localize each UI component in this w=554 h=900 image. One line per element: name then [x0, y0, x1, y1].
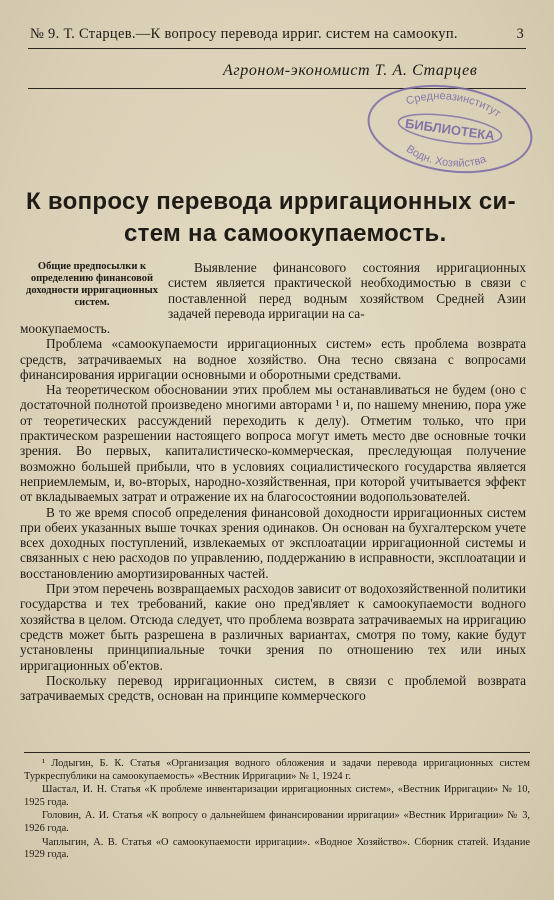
footnote: Шастал, И. Н. Статья «К проблеме инвентаризации ирригационных систем», «Вестник Ирригации» № 10, 1925 года. — [24, 784, 530, 808]
footnote: Головин, А. И. Статья «К вопросу о дальнейшем финансировании ирригации» «Вестник Ирригации» № 3, 1926 года. — [24, 810, 530, 834]
footnote: Чаплыгин, А. В. Статья «О самоокупаемости ирригации». «Водное Хозяйство». Сборник статей. Издание 1929 года. — [24, 836, 530, 861]
paragraph-1-start: Выявление финансового состояния ирригационных систем является практической необходимостью в связи с поставленной перед водным хозяйством Средней Азии задачей перевода ирригации на са- — [168, 260, 526, 321]
paragraph-5: При этом перечень возвращаемых расходов зависит от водохозяйственной политики государства и тех требований, какие оно пред'являет к самоокупаемости водного хозяйства в целом. Отсюда следует, что проблема возврата затрачиваемых на ирригацию средств может быть разрешена в различных вариантах, смотря по тому, какие будут установлены принципиальные точки зрения по отношению тех или иных ирригационных об'ектов. — [20, 581, 526, 673]
article-body — [20, 260, 526, 703]
stamp-top-text: Среднеазинститут — [404, 90, 503, 120]
title-line-2: стем на самоокупаемость. — [124, 220, 447, 247]
footnote: ¹ Лодыгин, Б. К. Статья «Организация водного обложения и задачи перевода ирригационных систем Туркреспублики на самоокупаемость» «Вестник Ирригации» № 1, 1924 г. — [24, 758, 530, 782]
author-line: Агроном-экономист Т. А. Старцев — [223, 62, 478, 79]
footnotes — [24, 758, 530, 863]
page-number: 3 — [516, 26, 524, 42]
footnote-rule — [24, 752, 530, 753]
header-rule — [28, 48, 526, 49]
stamp-bottom-text: Водн. Хозяйства — [403, 143, 488, 170]
paragraph-2: Проблема «самоокупаемости ирригационных систем» есть проблема возврата средств, затрачиваемых на водное хозяйство. Она тесно связана с вопросами финансирования ирригации основными и оборотными средствами. — [20, 336, 526, 382]
svg-text:Водн. Хозяйства — [403, 142, 490, 175]
stamp-middle-text: БИБЛИОТЕКА — [404, 115, 496, 144]
paragraph-3: На теоретическом обосновании этих проблем мы останавливаться не будем (оно с достаточной полнотой произведено многими авторами ¹ и, по нашему мнению, пора уже от теоретических рассуждений переходить к делу). Отметим только, что при практическом разрешении настоящего вопроса могут иметь место две основные точки зрения. Во первых, капиталистическо-коммерческая, преследующая получение возможно большей прибыли, что в условиях социалистического государства является неприемлемым, и, во-вторых, народно-хозяйственная, при которой учитывается эффект от вкладываемых затрат и отражение их на благосостоянии водопользователей. — [20, 382, 526, 505]
paragraph-1-end: моокупаемость. — [20, 321, 111, 336]
running-header — [30, 26, 524, 43]
title-line-1: К вопросу перевода ирригационных си- — [26, 188, 516, 215]
paragraph-6: Поскольку перевод ирригационных систем, в связи с проблемой возврата затрачиваемых средств, основан на принципе коммерческого — [20, 672, 526, 704]
paragraph-4: В то же время способ определения финансовой доходности ирригационных систем при обеих указанных выше точках зрения одинаков. Он основан на бухгалтерском учете всех доходных поступлений, извлекаемых от эксплоатации ирригационной системы и связанных с нею расходов по управлению, поддержанию в исправности, эксплоатации и восстановлению амортизированных частей. — [20, 504, 526, 581]
svg-text:Среднеазинститут — [403, 84, 504, 120]
library-stamp — [360, 73, 541, 186]
margin-note: Общие предпосылки к определению финансовой доходности ирригационных систем. — [26, 261, 158, 308]
running-header-text: № 9. Т. Старцев.—К вопросу перевода ирриг. систем на самоокуп. — [30, 26, 458, 42]
